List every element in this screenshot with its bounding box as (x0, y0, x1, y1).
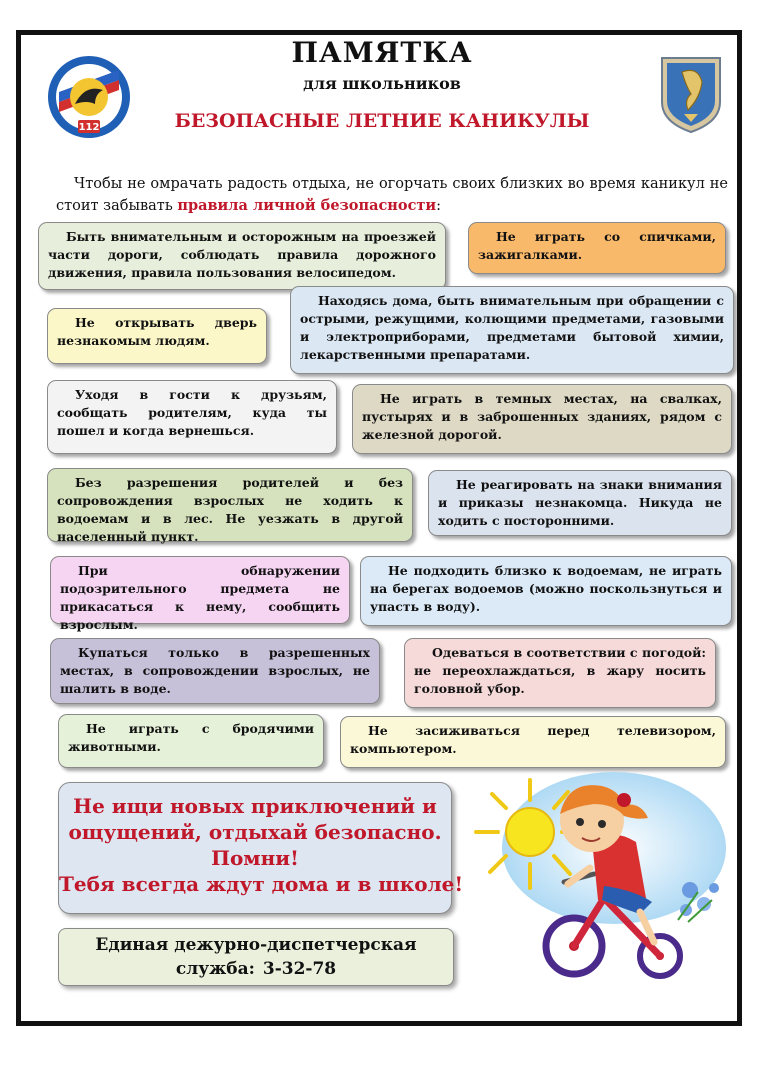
intro-main: Чтобы не омрачать радость отдыха, не огорчать своих близких во время каникул не стоит забывать (56, 176, 728, 214)
intro-highlight: правила личной безопасности (177, 197, 437, 214)
tip-text: Уходя в гости к друзьям, сообщать родителям, куда ты пошел и когда вернешься. (57, 387, 327, 438)
tip-box (404, 638, 716, 708)
service-line-1: Единая дежурно-диспетчерская (95, 935, 417, 955)
emblem-number: 112 (78, 122, 100, 133)
tip-box (360, 556, 732, 626)
page-subtitle: для школьников (303, 74, 461, 93)
tip-box (38, 222, 446, 290)
tip-text: Одеваться в соответствии с погодой: не переохлаждаться, в жару носить головной убор. (414, 645, 706, 696)
intro-text (56, 174, 728, 217)
tip-text: При обнаружении подозрительного предмета не прикасаться к нему, сообщить взрослым. (60, 563, 340, 632)
tip-text: Не реагировать на знаки внимания и приказы незнакомца. Никуда не ходить с посторонними. (438, 477, 722, 528)
tip-box (58, 714, 324, 768)
motto-line: ощущений, отдыхай безопасно. (68, 820, 442, 844)
tip-box (468, 222, 726, 274)
tip-box (352, 384, 732, 454)
page-headline: БЕЗОПАСНЫЕ ЛЕТНИЕ КАНИКУЛЫ (174, 110, 590, 132)
service-label: служба: (175, 959, 255, 979)
motto-line: Тебя всегда ждут дома и в школе! (59, 872, 464, 896)
tip-box (428, 470, 732, 536)
tip-box (50, 638, 380, 704)
motto-line: Не ищи новых приключений и (73, 794, 437, 818)
tip-text: Не засиживаться перед телевизором, компьютером. (350, 723, 716, 756)
tip-box (290, 286, 734, 374)
tip-box (47, 468, 413, 542)
tip-text: Не играть со спичками, зажигалками. (478, 229, 716, 262)
motto-line: Помни! (211, 846, 299, 870)
intro-end: : (436, 198, 442, 214)
tip-text: Не играть с бродячими животными. (68, 721, 314, 754)
tip-box (47, 308, 267, 364)
service-phone: 3-32-78 (262, 959, 337, 979)
tip-text: Находясь дома, быть внимательным при обращении с острыми, режущими, колющими предметами, газовыми и электроприборами, предметами бытовой химии, лекарственными препаратами. (300, 293, 724, 362)
tip-text: Купаться только в разрешенных местах, в сопровождении взрослых, не шалить в воде. (60, 645, 370, 696)
tip-box (50, 556, 350, 632)
page-title: ПАМЯТКА (291, 36, 473, 69)
motto-box (58, 782, 464, 914)
tip-text: Не открывать дверь незнакомым людям. (57, 315, 257, 348)
girl-on-tricycle-with-sun-icon (464, 770, 732, 980)
emergency-service-box (58, 928, 454, 986)
tip-text: Не играть в темных местах, на свалках, пустырях и в заброшенных зданиях, рядом с железной дорогой. (362, 391, 722, 442)
tip-text: Быть внимательным и осторожным на проезжей части дороги, соблюдать правила дорожного движения, правила пользования велосипедом. (48, 229, 436, 280)
tip-text: Без разрешения родителей и без сопровождения взрослых не ходить к водоемам и в лес. Не уезжать в другой населенный пункт. (57, 475, 403, 544)
tip-text: Не подходить близко к водоемам, не играть на берегах водоемов (можно поскользнуться и упасть в воду). (370, 563, 722, 614)
tip-box (340, 716, 726, 768)
tip-box (47, 380, 337, 454)
